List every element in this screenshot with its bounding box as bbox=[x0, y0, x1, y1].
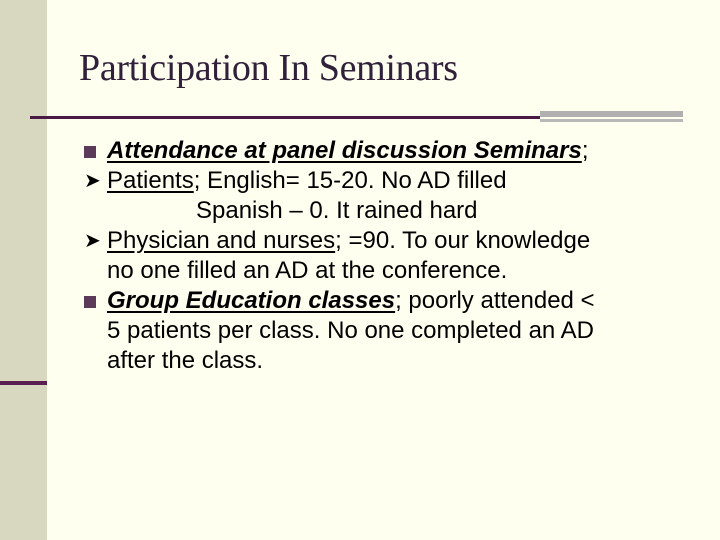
square-bullet-icon bbox=[84, 136, 102, 166]
bullet-text: ; =90. To our knowledge bbox=[335, 227, 591, 254]
arrow-bullet-icon: ➤ bbox=[84, 230, 101, 252]
slide-body bbox=[84, 136, 684, 376]
slide-title: Participation In Seminars bbox=[79, 47, 458, 89]
bullet-term: Physician and nurses bbox=[107, 227, 336, 254]
title-divider-gray bbox=[540, 111, 683, 117]
title-divider-gray-thin bbox=[540, 119, 683, 122]
bullet-text: ; poorly attended < bbox=[395, 287, 595, 314]
bullet-text: ; English= 15-20. No AD filled bbox=[193, 167, 507, 194]
bullet-item-group-education-cont1 bbox=[84, 316, 684, 346]
bullet-text: Spanish – 0. It rained hard bbox=[196, 197, 478, 224]
square-bullet-icon bbox=[84, 286, 102, 316]
bullet-term: Patients bbox=[107, 167, 194, 194]
bullet-item-physicians-cont bbox=[84, 256, 684, 286]
bullet-item-group-education bbox=[84, 286, 684, 316]
bullet-term: Group Education classes bbox=[107, 287, 396, 314]
left-decorative-bar bbox=[0, 0, 47, 540]
bullet-item-patients bbox=[84, 166, 684, 196]
left-accent-stripe bbox=[0, 381, 47, 385]
bullet-item-group-education-cont2 bbox=[84, 346, 684, 376]
bullet-item-attendance bbox=[84, 136, 684, 166]
bullet-item-spanish bbox=[84, 196, 684, 226]
bullet-text: 5 patients per class. No one completed an AD bbox=[107, 317, 594, 344]
bullet-term: Attendance at panel discussion Seminars bbox=[107, 137, 582, 164]
bullet-text: ; bbox=[581, 137, 589, 164]
bullet-item-physicians bbox=[84, 226, 684, 256]
arrow-bullet-icon: ➤ bbox=[84, 170, 101, 192]
title-divider bbox=[30, 116, 540, 119]
bullet-text: no one filled an AD at the conference. bbox=[107, 257, 508, 284]
bullet-text: after the class. bbox=[107, 347, 264, 374]
